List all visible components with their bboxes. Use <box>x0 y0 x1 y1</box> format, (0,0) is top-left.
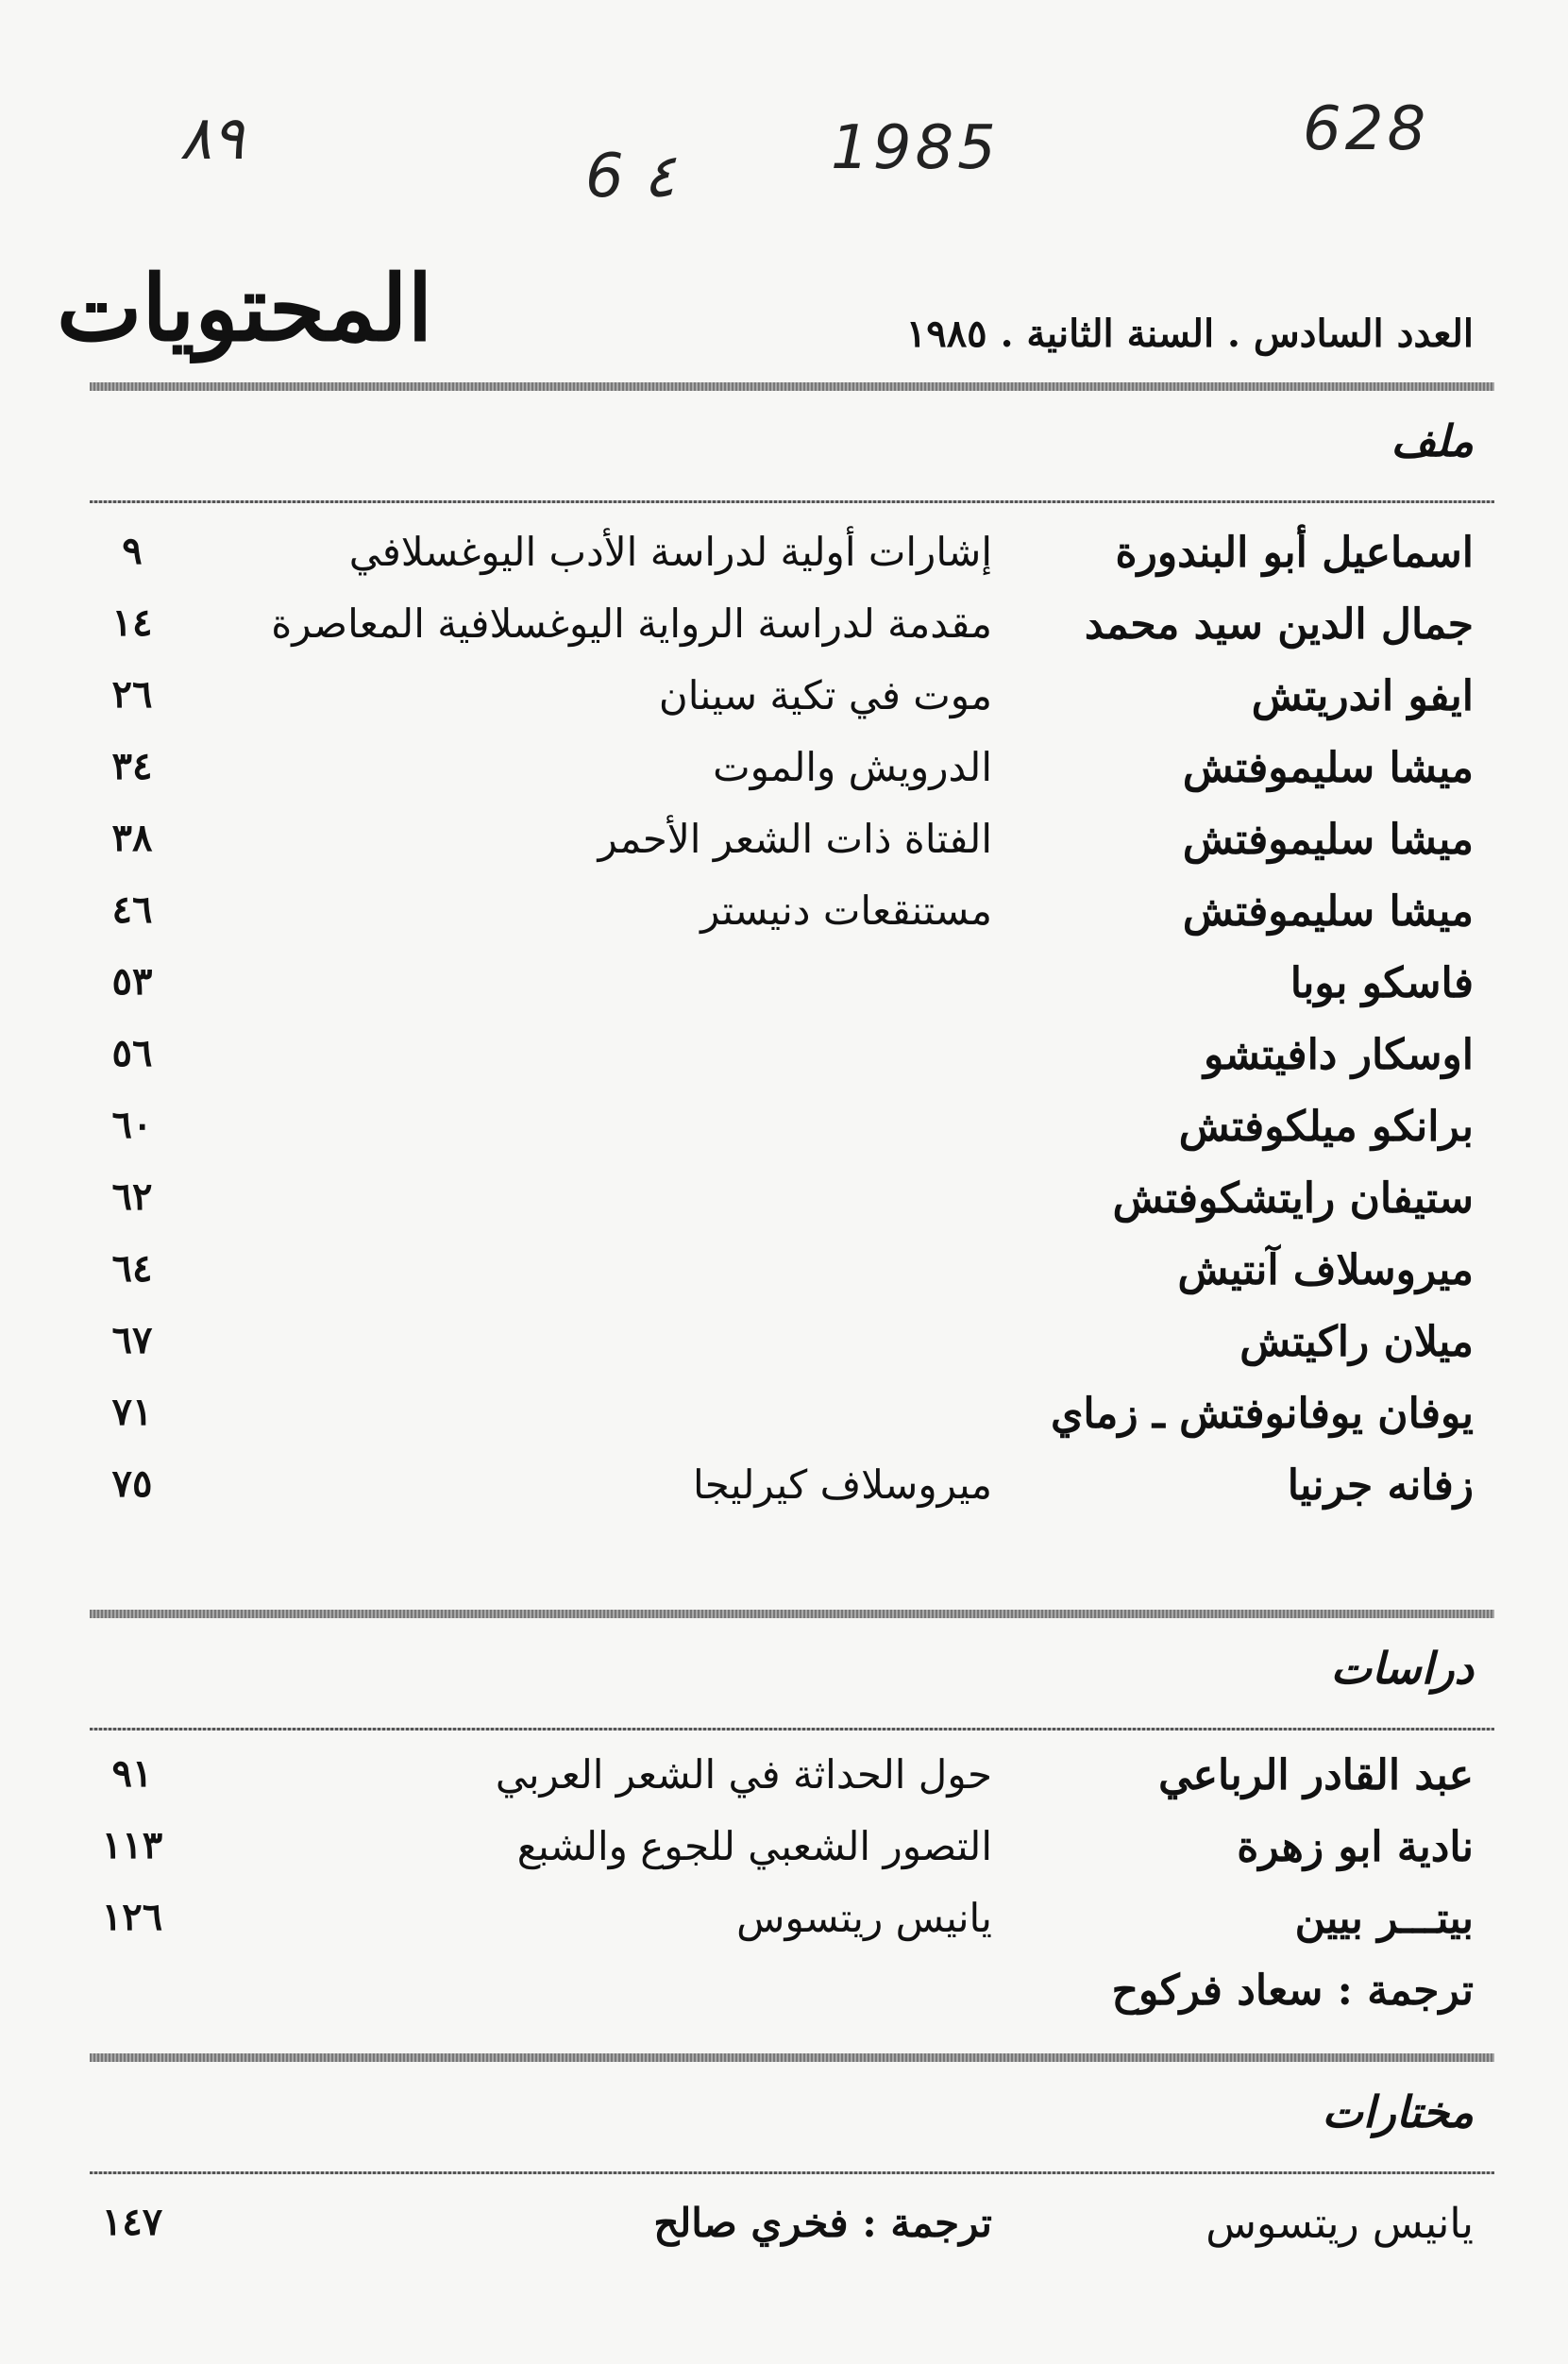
toc-page-number: ٧٥ <box>111 1461 153 1506</box>
toc-row <box>0 1246 1568 1318</box>
toc-row <box>0 1390 1568 1461</box>
toc-row <box>0 672 1568 744</box>
toc-row <box>0 600 1568 672</box>
toc-author: ميلان راكيتش <box>1239 1318 1474 1366</box>
toc-row <box>0 2200 1568 2271</box>
toc-row <box>0 1967 1568 2038</box>
toc-row <box>0 1031 1568 1103</box>
section-divider <box>90 1610 1494 1618</box>
section-divider <box>90 2171 1494 2174</box>
toc-row <box>0 1461 1568 1533</box>
issue-line: العدد السادس . السنة الثانية . ١٩٨٥ <box>905 312 1474 356</box>
section-heading-selections: مختارات <box>1322 2086 1474 2137</box>
toc-page-number: ٣٤ <box>111 744 153 788</box>
toc-author: عبد القادر الرباعي <box>1158 1751 1474 1799</box>
toc-row <box>0 529 1568 600</box>
toc-author: جمال الدين سيد محمد <box>1084 600 1474 649</box>
toc-page-number: ٩١ <box>111 1751 153 1796</box>
page-title: المحتويات <box>57 255 433 362</box>
toc-page-number: ١١٣ <box>101 1823 163 1867</box>
toc-page-number: ١٤٧ <box>101 2200 163 2244</box>
toc-page-number: ٢٦ <box>111 672 153 717</box>
toc-translator: ترجمة : فخري صالح <box>653 2200 992 2246</box>
toc-row <box>0 887 1568 959</box>
toc-row <box>0 1823 1568 1895</box>
toc-page-number: ٥٦ <box>111 1031 153 1075</box>
toc-author: ستيفان رايتشكوفتش <box>1112 1174 1474 1223</box>
section-divider <box>90 1728 1494 1731</box>
toc-work: الدرويش والموت <box>713 744 992 790</box>
toc-row <box>0 1174 1568 1246</box>
toc-author: ميشا سليموفتش <box>1182 744 1474 792</box>
toc-row <box>0 1318 1568 1390</box>
toc-page-number: ٦٧ <box>111 1318 153 1362</box>
section-heading-file: ملف <box>1391 415 1474 466</box>
toc-work: يانيس ريتسوس <box>736 1895 992 1941</box>
toc-page-number: ٦٤ <box>111 1246 153 1291</box>
toc-author: نادية ابو زهرة <box>1237 1823 1474 1871</box>
toc-row <box>0 1751 1568 1823</box>
section-heading-studies: دراسات <box>1330 1643 1474 1694</box>
toc-author: ميشا سليموفتش <box>1182 887 1474 936</box>
toc-translator: ترجمة : سعاد فركوح <box>1111 1967 1474 2015</box>
toc-work: الفتاة ذات الشعر الأحمر <box>598 816 992 862</box>
toc-work: إشارات أولية لدراسة الأدب اليوغسلافي <box>348 529 992 575</box>
handwritten-serial: 628 <box>1303 94 1430 164</box>
toc-author: فاسكو بوبا <box>1290 959 1474 1007</box>
toc-author: بيتـــر بيين <box>1294 1895 1474 1943</box>
toc-row <box>0 1895 1568 1967</box>
toc-work: موت في تكية سينان <box>658 672 992 718</box>
toc-author: يانيس ريتسوس <box>1206 2200 1474 2248</box>
toc-page-number: ٦٢ <box>111 1174 153 1219</box>
toc-work: التصور الشعبي للجوع والشبع <box>516 1823 992 1869</box>
toc-work: مستنقعات دنيستر <box>700 887 992 934</box>
toc-author: برانكو ميلكوفتش <box>1178 1103 1474 1151</box>
handwritten-year-mark: 1985 <box>831 113 1000 183</box>
toc-author: ايفو اندريتش <box>1251 672 1474 720</box>
toc-page-number: ٤٦ <box>111 887 153 932</box>
toc-page-number: ١٤ <box>111 600 153 645</box>
handwritten-issue-mark: ٤ 6 <box>585 142 676 211</box>
toc-work: مقدمة لدراسة الرواية اليوغسلافية المعاصرة <box>271 600 992 647</box>
toc-page-number: ٧١ <box>111 1390 153 1434</box>
toc-work: حول الحداثة في الشعر العربي <box>495 1751 992 1798</box>
toc-work: ميروسلاف كيرليجا <box>693 1461 992 1508</box>
toc-author: اسماعيل أبو البندورة <box>1115 529 1474 577</box>
toc-row <box>0 959 1568 1031</box>
header-divider <box>90 382 1494 391</box>
toc-author: ميروسلاف آنتيش <box>1177 1246 1474 1294</box>
toc-row <box>0 744 1568 816</box>
toc-page-number: ٣٨ <box>111 816 153 860</box>
section-divider <box>90 2053 1494 2062</box>
toc-page-number: ٩ <box>122 529 143 573</box>
toc-page-number: ٦٠ <box>111 1103 153 1147</box>
toc-author: يوفان يوفانوفتش ـ زماي <box>1050 1390 1474 1438</box>
toc-author: اوسكار دافيتشو <box>1204 1031 1474 1079</box>
toc-row <box>0 1103 1568 1174</box>
toc-page-number: ١٢٦ <box>101 1895 163 1939</box>
toc-row <box>0 816 1568 887</box>
toc-author: ميشا سليموفتش <box>1182 816 1474 864</box>
handwritten-archive-code: ٨٩ <box>179 104 244 174</box>
section-divider <box>90 500 1494 503</box>
toc-author: زفانه جرنيا <box>1287 1461 1474 1510</box>
toc-page-number: ٥٣ <box>111 959 153 1004</box>
